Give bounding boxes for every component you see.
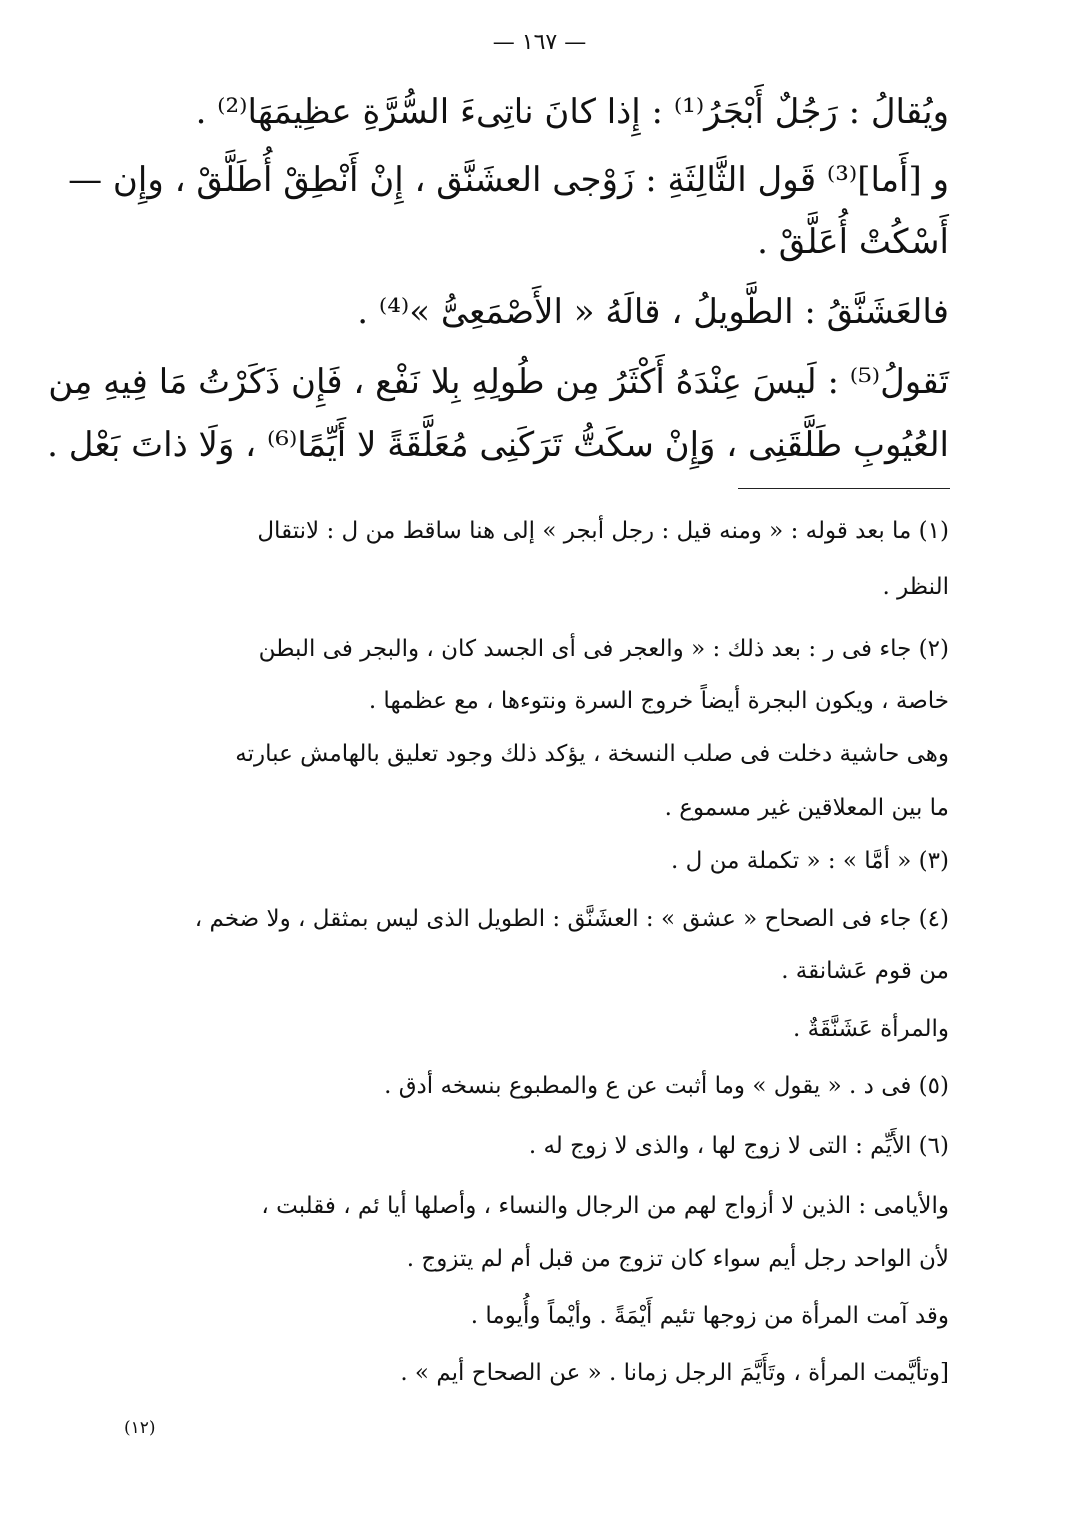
footnote-line-8: (٤) جاء فى الصحاح « عشق » : العشَنَّق : الطويل الذى ليس بمثقل ، ولا ضخم ،: [194, 906, 949, 932]
footnote-line-1: (١) ما بعد قوله : « ومنه قيل : رجل أبجر » إلى هنا ساقط من ل : لانتقال: [257, 518, 949, 544]
main-line-6: العُيُوبِ طَلَّقَنِى ، وَإِنْ سكَتُّ تَرَكَنِى مُعَلَّقَةً لا أَيِّمًا⁽⁶⁾ ، وَلَا ذاتَ بَعْل .: [47, 425, 949, 465]
footnote-line-13: والأيامى : الذين لا أزواج لهم من الرجال والنساء ، وأصلها أيا ئم ، فقلبت ،: [261, 1193, 949, 1219]
footnote-line-11: (٥) فى د . « يقول » وما أثبت عن ع والمطبوع بنسخه أدق .: [384, 1073, 949, 1099]
footnote-line-16: [وتأيَّمت المرأة ، وتَأَيَّمَ الرجل زمانا . « عن الصحاح أيم » .: [400, 1360, 949, 1386]
footnote-line-9: من قوم عَشانقة .: [781, 958, 949, 984]
footnote-line-6: ما بين المعلاقين غير مسموع .: [664, 795, 949, 821]
main-line-5: تَقولُ⁽⁵⁾ : لَيسَ عِنْدَهُ أَكْثَرُ مِن طُولِهِ بِلا نَفْع ، فَإِن ذَكَرْتُ مَا فِيهِ مِن: [48, 362, 949, 402]
main-line-2: و [أَما]⁽³⁾ قَول الثَّالِثَةِ : زَوْجى العشَنَّق ، إِنْ أَنْطِقْ أُطَلَّقْ ، وإِن —: [68, 160, 949, 200]
footnote-line-5: وهى حاشية دخلت فى صلب النسخة ، يؤكد ذلك وجود تعليق بالهامش عبارته: [235, 741, 949, 767]
footnote-line-4: خاصة ، ويكون البجرة أيضاً خروج السرة ونتوءها ، مع عظمها .: [368, 688, 949, 714]
signature-mark: (١٢): [124, 1418, 156, 1438]
footnote-line-7: (٣) « أمَّا » : « تكملة من ل .: [671, 848, 949, 874]
footnote-line-12: (٦) الأَيِّم : التى لا زوج لها ، والذى لا زوج له .: [528, 1133, 949, 1159]
footnote-line-14: لأن الواحد رجل أيم سواء كان تزوج من قبل أم لم يتزوج .: [406, 1246, 949, 1272]
footnote-line-2: النظر .: [882, 574, 949, 600]
main-line-1: ويُقالُ : رَجُلٌ أَبْجَرُ⁽¹⁾ : إِذا كانَ ناتِىءَ السُّرَّةِ عظِيمَهَا⁽²⁾ .: [195, 92, 949, 132]
footnote-separator: [738, 488, 950, 489]
footnote-line-15: وقد آمت المرأة من زوجها تئيم أَيْمَةً . وأيْماً وأُيوما .: [470, 1303, 949, 1329]
page-number: — ١٦٧ —: [492, 30, 587, 55]
footnote-line-10: والمرأة عَشَنَّقَةٌ .: [792, 1016, 949, 1042]
footnote-line-3: (٢) جاء فى ر : بعد ذلك : « والعجر فى أى الجسد كان ، والبجر فى البطن: [258, 636, 949, 662]
main-line-4: فالعَشَنَّقُ : الطَّويلُ ، قالَهُ « الأَصْمَعِىُّ »⁽⁴⁾ .: [357, 292, 949, 332]
main-line-3: أَسْكُتْ أُعَلَّقْ .: [757, 222, 949, 262]
